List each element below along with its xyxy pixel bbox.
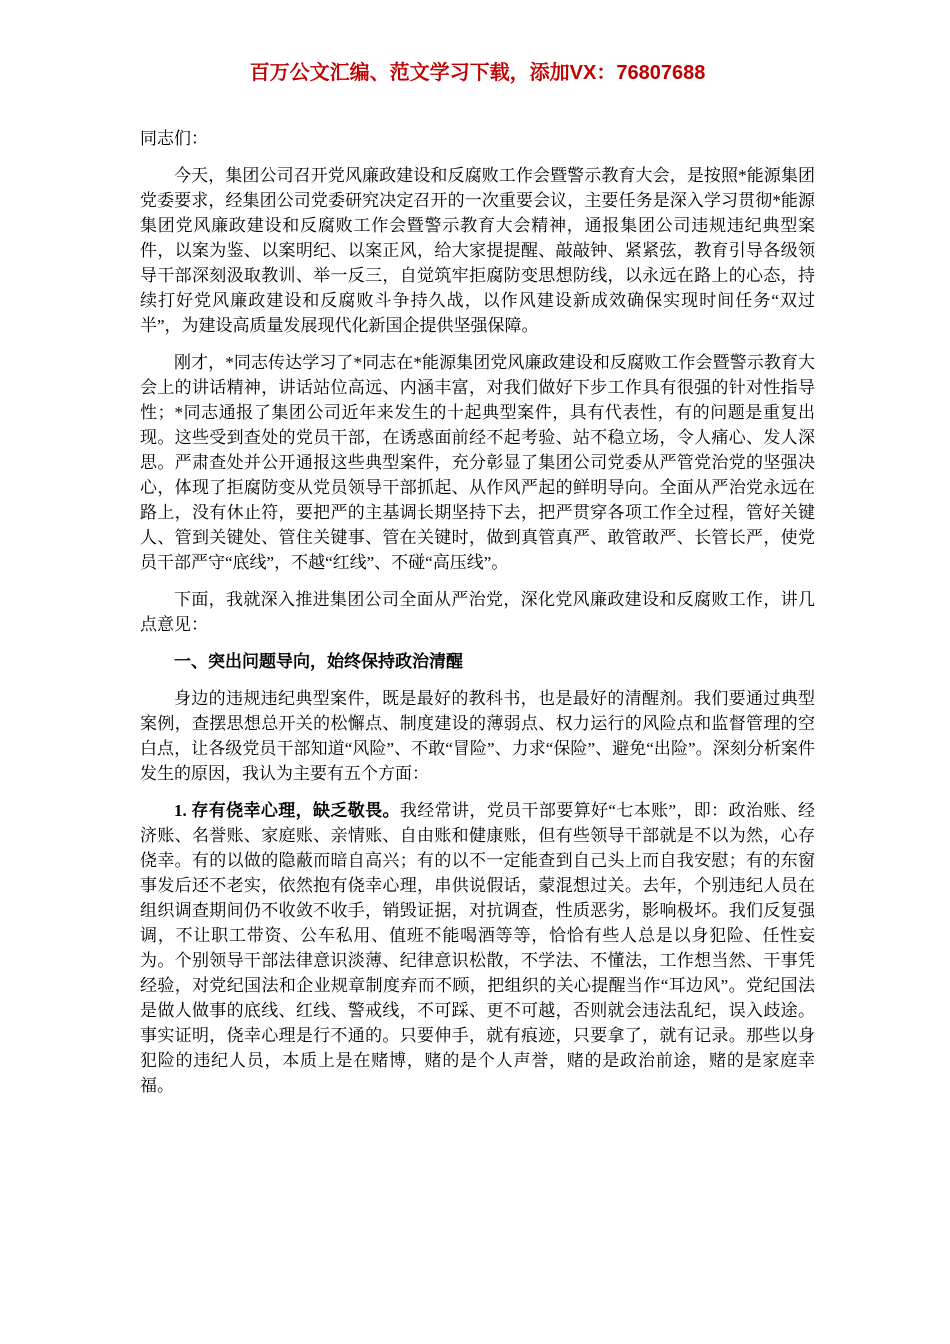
paragraph-briefing: 刚才，*同志传达学习了*同志在*能源集团党风廉政建设和反腐败工作会暨警示教育大会上的讲话精神，讲话站位高远、内涵丰富，对我们做好下步工作具有很强的针对性指导性；*同志通报了集团公司近年来发生的十起典型案件，具有代表性，有的问题是重复出现。这些受到查处的党员干部，在诱惑面前经不起考验、站不稳立场，令人痛心、发人深思。严肃查处并公开通报这些典型案件，充分彰显了集团公司党委从严管党治党的坚强决心，体现了拒腐防变从党员领导干部抓起、从作风严起的鲜明导向。全面从严治党永远在路上，没有休止符，要把严的主基调长期坚持下去，把严贯穿各项工作全过程，管好关键人、管到关键处、管住关键事、管在关键时，做到真管真严、敢管敢严、长管长严，使党员干部严守“底线”，不越“红线”、不碰“高压线”。 [140, 353, 815, 572]
salutation: 同志们： [140, 129, 208, 148]
paragraph-opening: 今天，集团公司召开党风廉政建设和反腐败工作会暨警示教育大会，是按照*能源集团党委要求，经集团公司党委研究决定召开的一次重要会议，主要任务是深入学习贯彻*能源集团党风廉政建设和反腐败工作会暨警示教育大会精神，通报集团公司违规违纪典型案件，以案为鉴、以案明纪、以案正风，给大家提提醒、敲敲钟、紧紧弦，教育引导各级领导干部深刻汲取教训、举一反三，自觉筑牢拒腐防变思想防线，以永远在路上的心态，持续打好党风廉政建设和反腐败斗争持久战，以作风建设新成效确保实现时间任务“双过半”，为建设高质量发展现代化新国企提供坚强保障。 [140, 166, 815, 335]
section-1-heading: 一、突出问题导向，始终保持政治清醒 [174, 652, 463, 671]
point-1-body: 我经常讲，党员干部要算好“七本账”，即：政治账、经济账、名誉账、家庭账、亲情账、自由账和健康账，但有些领导干部就是不以为然，心存侥幸。有的以做的隐蔽而暗自高兴；有的以不一定能查到自己头上而自我安慰；有的东窗事发后还不老实，依然抱有侥幸心理，串供说假话，蒙混想过关。去年，个别违纪人员在组织调查期间仍不收敛不收手，销毁证据，对抗调查，性质恶劣，影响极坏。我们反复强调，不让职工带资、公车私用、值班不能喝酒等等，恰恰有些人总是以身犯险、任性妄为。个别领导干部法律意识淡薄、纪律意识松散，不学法、不懂法，工作想当然、干事凭经验，对党纪国法和企业规章制度弃而不顾，把组织的关心提醒当作“耳边风”。党纪国法是做人做事的底线、红线、警戒线，不可踩、更不可越，否则就会违法乱纪，误入歧途。事实证明，侥幸心理是行不通的。只要伸手，就有痕迹，只要拿了，就有记录。那些以身犯险的违纪人员，本质上是在赌博，赌的是个人声誉，赌的是政治前途，赌的是家庭幸福。 [140, 801, 816, 1095]
paragraph-point-1 [140, 798, 815, 1098]
paragraph-transition: 下面，我就深入推进集团公司全面从严治党，深化党风廉政建设和反腐败工作，讲几点意见： [140, 590, 815, 634]
paragraph-section-intro: 身边的违规违纪典型案件，既是最好的教科书，也是最好的清醒剂。我们要通过典型案例，查摆思想总开关的松懈点、制度建设的薄弱点、权力运行的风险点和监督管理的空白点，让各级党员干部知道“风险”、不敢“冒险”、力求“保险”、避免“出险”。深刻分析案件发生的原因，我认为主要有五个方面： [140, 689, 815, 783]
document-body [140, 126, 815, 1098]
promo-banner: 百万公文汇编、范文学习下载，添加VX：76807688 [249, 62, 706, 84]
point-1-lead: 1. 存有侥幸心理，缺乏敬畏。 [174, 801, 400, 820]
